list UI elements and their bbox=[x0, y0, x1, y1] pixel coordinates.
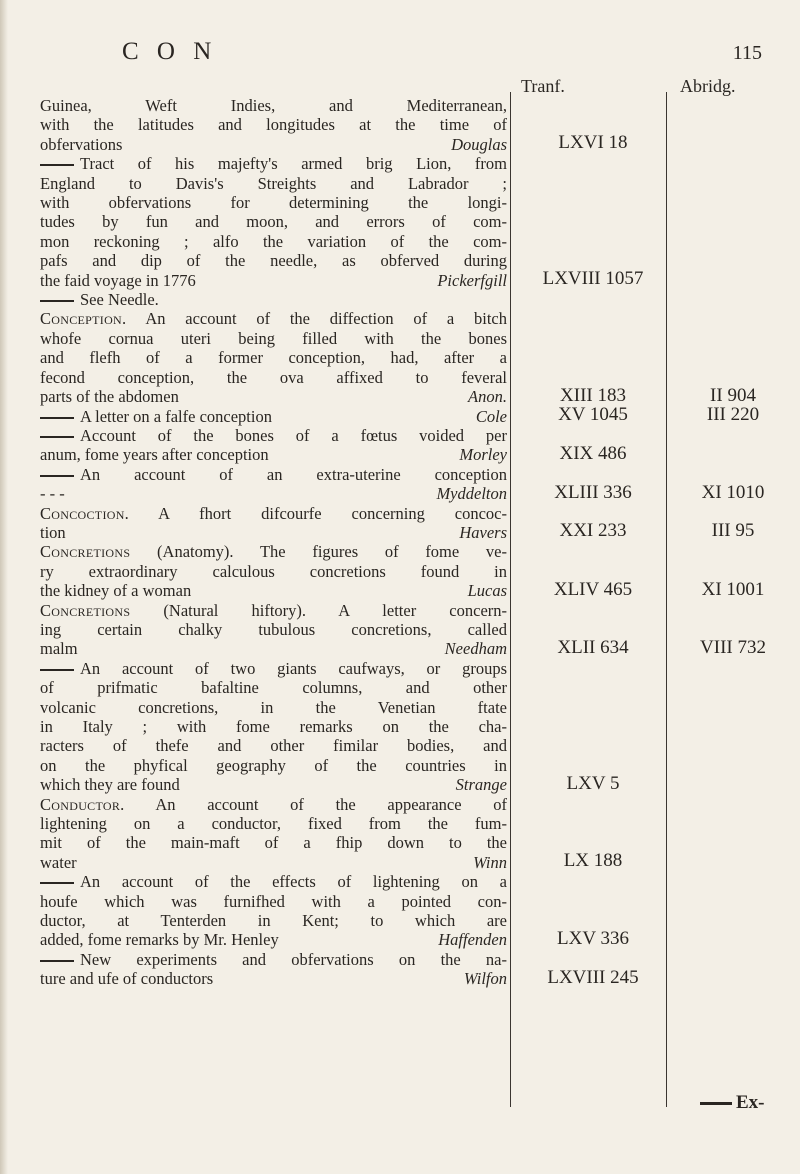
page-header bbox=[122, 38, 762, 78]
entry-line-text: anum, fome years after conception bbox=[40, 445, 269, 465]
entry-line-text: lightening on a conductor, fixed from the fum- bbox=[40, 814, 507, 834]
entry-line bbox=[40, 115, 507, 134]
entry-line bbox=[40, 348, 507, 367]
page-edge bbox=[0, 0, 8, 1174]
index-entry bbox=[40, 96, 800, 154]
entry-author: Cole bbox=[475, 406, 507, 426]
entry-line-text: New experiments and obfervations on the na- bbox=[80, 949, 507, 969]
entry-line-text: the faid voyage in 1776 bbox=[40, 270, 196, 290]
running-head: C O N bbox=[122, 38, 218, 65]
index-entry bbox=[40, 601, 800, 659]
entry-line bbox=[40, 368, 507, 387]
entry-author: Myddelton bbox=[436, 484, 507, 504]
entry-line-text: pafs and dip of the needle, as obferved during bbox=[40, 251, 507, 271]
entry-lead bbox=[40, 407, 80, 426]
index-entries bbox=[40, 96, 800, 989]
entry-heading: Conception. bbox=[40, 309, 127, 329]
entry-lead bbox=[40, 659, 80, 678]
entry-line bbox=[40, 639, 507, 658]
entry-lead bbox=[40, 542, 157, 561]
ditto-dash bbox=[40, 960, 74, 962]
catchword bbox=[700, 1092, 765, 1114]
abridgment-reference: XI 1010 bbox=[701, 481, 765, 503]
index-entry bbox=[40, 504, 800, 543]
entry-line-text: malm bbox=[40, 639, 78, 659]
transactions-reference: XIII 183 bbox=[560, 384, 626, 406]
entry-line bbox=[40, 756, 507, 775]
entry-text bbox=[40, 950, 507, 989]
entry-text bbox=[40, 426, 507, 465]
ditto-dash bbox=[40, 882, 74, 884]
entry-lead bbox=[40, 290, 80, 309]
entry-lead bbox=[40, 426, 80, 445]
entry-line-group bbox=[40, 407, 272, 426]
entry-line-text: (Anatomy). The figures of fome ve- bbox=[157, 542, 507, 562]
entry-line-text: ing certain chalky tubulous concretions, called bbox=[40, 619, 507, 639]
ditto-dash bbox=[40, 164, 74, 166]
entry-line-text: mon reckoning ; alfo the variation of the com- bbox=[40, 231, 507, 251]
ditto-dash bbox=[40, 417, 74, 419]
entry-line-text: ture and ufe of conductors bbox=[40, 969, 214, 989]
transactions-reference: LXVIII 245 bbox=[547, 966, 639, 988]
entry-line bbox=[40, 309, 507, 328]
entry-line-text: ductor, at Tenterden in Kent; to which are bbox=[40, 911, 507, 931]
entry-line bbox=[40, 853, 507, 872]
entry-lead bbox=[40, 601, 163, 620]
entry-line bbox=[40, 329, 507, 348]
entry-line-text: added, fome remarks by Mr. Henley bbox=[40, 930, 279, 950]
index-entry bbox=[40, 426, 800, 465]
index-entry bbox=[40, 465, 800, 504]
entry-lead bbox=[40, 872, 80, 891]
index-entry bbox=[40, 795, 800, 873]
entry-line-text: mit of the main-maft of a fhip down to the bbox=[40, 833, 507, 853]
entry-line bbox=[40, 892, 507, 911]
index-entry bbox=[40, 403, 800, 426]
page-number: 115 bbox=[732, 42, 762, 64]
entry-line bbox=[40, 174, 507, 193]
entry-line bbox=[40, 426, 507, 445]
ditto-dash bbox=[40, 300, 74, 302]
entry-line bbox=[40, 407, 507, 426]
entry-line bbox=[40, 271, 507, 290]
entry-line bbox=[40, 620, 507, 639]
entry-author: Winn bbox=[473, 852, 507, 872]
entry-line-text: racters of thefe and other fimilar bodies, and bbox=[40, 736, 507, 756]
entry-line-text: tudes by fun and moon, and errors of com- bbox=[40, 212, 507, 232]
entry-line bbox=[40, 232, 507, 251]
entry-lead bbox=[40, 465, 80, 484]
entry-line-text: of prifmatic bafaltine columns, and other bbox=[40, 678, 507, 698]
entry-line-text: An account of the diffection of a bitch bbox=[145, 309, 508, 329]
entry-line-text: volcanic concretions, in the Venetian ftate bbox=[40, 697, 507, 717]
entry-line-text: See Needle. bbox=[80, 290, 159, 310]
entry-line-text: Guinea, Weft Indies, and Mediterranean, bbox=[40, 96, 507, 115]
transactions-reference: LXV 5 bbox=[566, 772, 620, 794]
index-entry bbox=[40, 659, 800, 795]
column-heading-transactions: Tranf. bbox=[521, 76, 565, 96]
entry-line bbox=[40, 562, 507, 581]
entry-author: Needham bbox=[444, 639, 507, 659]
abridgment-reference: II 904 bbox=[710, 384, 756, 406]
entry-line-text: with the latitudes and longitudes at the time of bbox=[40, 115, 507, 135]
entry-author: Pickerfgill bbox=[437, 270, 507, 290]
entry-line bbox=[40, 833, 507, 852]
index-entry bbox=[40, 290, 800, 309]
transactions-reference: XXI 233 bbox=[559, 520, 627, 542]
transactions-reference: LXVIII 1057 bbox=[542, 268, 644, 290]
entry-line bbox=[40, 950, 507, 969]
entry-line-text: obfervations bbox=[40, 134, 123, 154]
entry-author: Havers bbox=[459, 522, 507, 542]
abridgment-reference: VIII 732 bbox=[700, 636, 766, 658]
entry-line bbox=[40, 504, 507, 523]
entry-lead bbox=[40, 154, 80, 173]
entry-author: Haffenden bbox=[438, 930, 507, 950]
ditto-dash bbox=[40, 475, 74, 477]
entry-line-text: Account of the bones of a fœtus voided per bbox=[80, 425, 507, 445]
entry-line bbox=[40, 465, 507, 484]
entry-heading: Concretions bbox=[40, 542, 131, 562]
entry-line-text: England to Davis's Streights and Labrador ; bbox=[40, 173, 507, 193]
entry-line-text: - - - bbox=[40, 484, 65, 504]
index-entry bbox=[40, 154, 800, 290]
entry-line-text: An account of the appearance of bbox=[155, 794, 507, 814]
entry-line bbox=[40, 969, 507, 988]
entry-text bbox=[40, 601, 507, 659]
entry-author: Wilfon bbox=[463, 969, 507, 989]
entry-line bbox=[40, 484, 507, 503]
entry-line bbox=[40, 581, 507, 600]
entry-line bbox=[40, 445, 507, 464]
transactions-reference: XLIV 465 bbox=[553, 578, 633, 600]
transactions-reference: LX 188 bbox=[563, 850, 623, 872]
index-entry bbox=[40, 950, 800, 989]
entry-lead bbox=[40, 309, 145, 328]
entry-line bbox=[40, 523, 507, 542]
transactions-reference: XLII 634 bbox=[557, 636, 629, 658]
entry-line-text: (Natural hiftory). A letter concern- bbox=[163, 600, 508, 620]
entry-line bbox=[40, 775, 507, 794]
catchword-dash bbox=[700, 1102, 732, 1105]
entry-line-text: ry extraordinary calculous concretions found in bbox=[40, 561, 507, 581]
index-entry bbox=[40, 309, 800, 406]
entry-line bbox=[40, 717, 507, 736]
entry-text bbox=[40, 154, 507, 290]
entry-heading: Concoction. bbox=[40, 503, 130, 523]
entry-text bbox=[40, 290, 507, 309]
ditto-dash bbox=[40, 436, 74, 438]
entry-heading: Conductor. bbox=[40, 794, 125, 814]
entry-author: Lucas bbox=[467, 581, 507, 601]
entry-lead bbox=[40, 504, 158, 523]
entry-line bbox=[40, 814, 507, 833]
index-entry bbox=[40, 542, 800, 600]
entry-line-text: and flefh of a former conception, had, after a bbox=[40, 348, 507, 368]
entry-line bbox=[40, 872, 507, 891]
entry-line-text: An account of the effects of lightening on a bbox=[80, 872, 507, 892]
entry-line-text: on the phyfical geography of the countries in bbox=[40, 755, 507, 775]
entry-line-text: Tract of his majefty's armed brig Lion, from bbox=[80, 154, 507, 174]
entry-line-text: with obfervations for determining the longi- bbox=[40, 193, 507, 213]
entry-line bbox=[40, 154, 507, 173]
entry-line-text: parts of the abdomen bbox=[40, 387, 179, 407]
entry-text bbox=[40, 96, 507, 154]
column-heading-abridgment: Abridg. bbox=[680, 76, 736, 96]
entry-line bbox=[40, 736, 507, 755]
entry-author: Anon. bbox=[468, 387, 507, 407]
entry-text bbox=[40, 504, 507, 543]
transactions-reference: XIX 486 bbox=[559, 442, 627, 464]
entry-line-text: A letter on a falfe conception bbox=[80, 406, 272, 426]
transactions-reference: XLIII 336 bbox=[554, 481, 632, 503]
entry-line-text: houfe which was furnifhed with a pointed con- bbox=[40, 891, 507, 911]
entry-heading: Concretions bbox=[40, 600, 131, 620]
entry-line-text: water bbox=[40, 852, 77, 872]
entry-line-text: fecond conception, the ova affixed to feveral bbox=[40, 367, 507, 387]
entry-line bbox=[40, 290, 507, 309]
entry-line-text: whofe cornua uteri being filled with the bones bbox=[40, 328, 507, 348]
entry-line bbox=[40, 387, 507, 406]
abridgment-reference: III 220 bbox=[706, 403, 760, 425]
entry-line-text: in Italy ; with fome remarks on the cha- bbox=[40, 717, 507, 736]
entry-line bbox=[40, 135, 507, 154]
entry-text bbox=[40, 309, 507, 406]
entry-line bbox=[40, 911, 507, 930]
abridgment-reference: III 95 bbox=[711, 520, 755, 542]
entry-author: Morley bbox=[459, 445, 507, 465]
entry-line-text: An account of two giants caufways, or groups bbox=[80, 658, 507, 678]
entry-text bbox=[40, 872, 507, 950]
entry-text bbox=[40, 465, 507, 504]
catchword-text: Ex- bbox=[736, 1092, 765, 1113]
entry-line-text: the kidney of a woman bbox=[40, 581, 192, 601]
entry-line-text: An account of an extra-uterine conception bbox=[80, 464, 507, 484]
entry-line-group bbox=[40, 290, 159, 309]
entry-line bbox=[40, 212, 507, 231]
entry-line bbox=[40, 251, 507, 270]
entry-line bbox=[40, 659, 507, 678]
abridgment-reference: XI 1001 bbox=[701, 578, 765, 600]
entry-line bbox=[40, 601, 507, 620]
entry-line bbox=[40, 542, 507, 561]
index-entry bbox=[40, 872, 800, 950]
entry-line bbox=[40, 930, 507, 949]
entry-lead bbox=[40, 950, 80, 969]
entry-author: Strange bbox=[455, 775, 507, 795]
transactions-reference: LXV 336 bbox=[557, 927, 629, 949]
entry-line bbox=[40, 96, 507, 115]
ditto-dash bbox=[40, 669, 74, 671]
entry-line-text: tion bbox=[40, 522, 66, 542]
entry-text bbox=[40, 659, 507, 795]
entry-text bbox=[40, 795, 507, 873]
transactions-reference: LXVI 18 bbox=[558, 132, 628, 154]
entry-text bbox=[40, 542, 507, 600]
entry-line bbox=[40, 193, 507, 212]
entry-line bbox=[40, 698, 507, 717]
entry-text bbox=[40, 407, 507, 426]
entry-line-text: which they are found bbox=[40, 775, 180, 795]
entry-line bbox=[40, 678, 507, 697]
entry-author: Douglas bbox=[451, 134, 507, 154]
transactions-reference: XV 1045 bbox=[558, 403, 628, 425]
entry-line bbox=[40, 795, 507, 814]
entry-line-text: A fhort difcourfe concerning concoc- bbox=[158, 503, 508, 523]
entry-lead bbox=[40, 795, 155, 814]
